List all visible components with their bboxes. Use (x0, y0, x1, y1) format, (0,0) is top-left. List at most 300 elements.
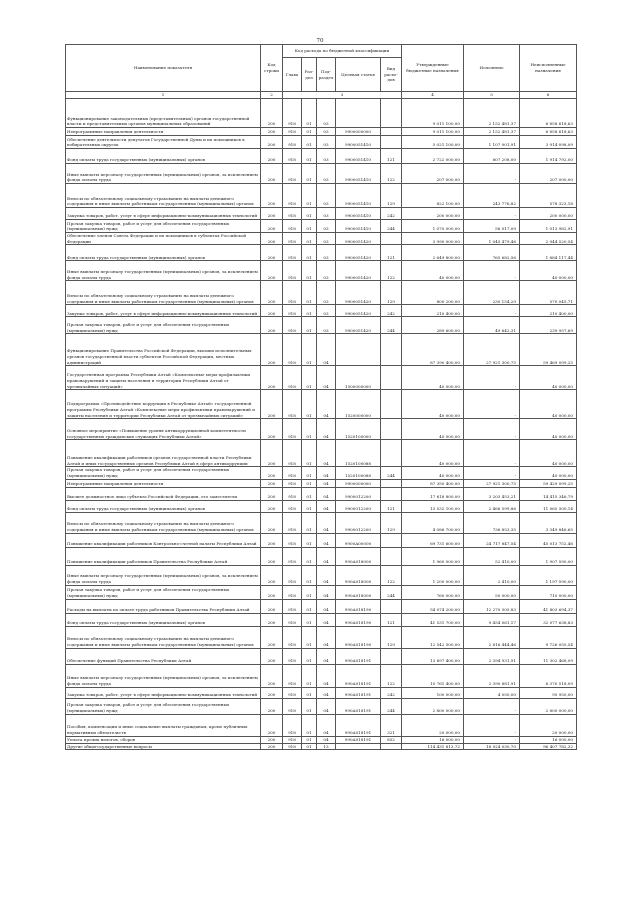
row-executed: 2 394 931,91 (464, 648, 520, 664)
row-code: 200 (261, 99, 283, 128)
row-code: 200 (261, 512, 283, 533)
row-executed: - (464, 305, 520, 317)
header-glava: Глава (283, 58, 302, 92)
row-podrazdel: 03 (317, 233, 336, 245)
row-statya: 990A018191 (336, 736, 381, 743)
row-name: Непрограммные направления деятельности (66, 128, 261, 136)
row-name: Закупка товаров, работ, услуг в сфере информационно-коммуникационных технологий (66, 208, 261, 220)
row-code: 200 (261, 440, 283, 467)
row-glava: 918 (283, 366, 302, 390)
row-vid (381, 128, 402, 136)
row-name: Прочая закупка товаров, работ и услуг для обеспечения государственных (муниципальных) нужд (66, 698, 261, 714)
row-remaining: 9 726 055,54 (520, 626, 577, 648)
row-code: 200 (261, 533, 283, 547)
row-glava: 918 (283, 487, 302, 500)
row-code: 200 (261, 664, 283, 687)
row-statya: 990A018190 (336, 599, 381, 613)
column-number: 6 (520, 92, 577, 99)
row-remaining: 59 429 099,25 (520, 479, 577, 487)
row-podrazdel: 03 (317, 184, 336, 208)
row-name: Фонд оплаты труда государственных (муниципальных) органов (66, 245, 261, 261)
row-executed: - (464, 164, 520, 184)
header-name: Наименование показателя (66, 45, 261, 92)
row-razdel: 01 (302, 585, 317, 599)
row-glava: 918 (283, 467, 302, 479)
header-statya: Целевая статья (336, 58, 381, 92)
row-approved: 12 542 500,00 (402, 626, 464, 648)
row-podrazdel: 03 (317, 305, 336, 317)
column-number: 5 (464, 92, 520, 99)
row-statya: 9900051420 (336, 305, 381, 317)
row-approved: 10 761 400,00 (402, 664, 464, 687)
row-statya: 990A018191 (336, 698, 381, 714)
table-row (66, 698, 577, 714)
row-vid (381, 334, 402, 366)
row-glava: 918 (283, 281, 302, 305)
row-vid: 121 (381, 149, 402, 164)
row-podrazdel: 04 (317, 440, 336, 467)
row-vid: 122 (381, 664, 402, 687)
row-glava: 918 (283, 512, 302, 533)
row-podrazdel: 04 (317, 512, 336, 533)
row-remaining: 59 469 099,25 (520, 334, 577, 366)
row-podrazdel: 03 (317, 128, 336, 136)
row-code: 200 (261, 698, 283, 714)
row-podrazdel: 03 (317, 149, 336, 164)
row-statya: 9900000000 (336, 128, 381, 136)
row-approved: 40 000,00 (402, 440, 464, 467)
row-statya: 9900051410 (336, 136, 381, 149)
row-glava: 918 (283, 533, 302, 547)
row-executed: 4 050,00 (464, 687, 520, 698)
row-vid: 129 (381, 512, 402, 533)
row-name: Фонд оплаты труда государственных (муниципальных) органов (66, 613, 261, 626)
row-name: Закупка товаров, работ, услуг в сфере информационно-коммуникационных технологий (66, 305, 261, 317)
row-podrazdel: 04 (317, 698, 336, 714)
row-code: 200 (261, 500, 283, 512)
row-remaining: 40 000,00 (520, 261, 577, 281)
row-razdel: 01 (302, 305, 317, 317)
row-statya: 990A018000 (336, 585, 381, 599)
table-row (66, 547, 577, 565)
table-row (66, 664, 577, 687)
row-razdel: 01 (302, 547, 317, 565)
row-vid: 121 (381, 613, 402, 626)
row-podrazdel: 04 (317, 599, 336, 613)
row-razdel: 01 (302, 533, 317, 547)
row-razdel: 01 (302, 599, 317, 613)
row-remaining: 8 370 518,09 (520, 664, 577, 687)
row-glava: 918 (283, 613, 302, 626)
table-row (66, 419, 577, 440)
row-podrazdel: 04 (317, 714, 336, 736)
row-razdel: 01 (302, 487, 317, 500)
row-executed: 27 921 300,75 (464, 334, 520, 366)
table-row (66, 648, 577, 664)
table-row (66, 366, 577, 390)
row-podrazdel: 04 (317, 366, 336, 390)
row-vid: 242 (381, 687, 402, 698)
row-razdel: 01 (302, 208, 317, 220)
row-remaining: 210 400,00 (520, 305, 577, 317)
row-executed: 2 152 481,37 (464, 99, 520, 128)
row-razdel: 01 (302, 128, 317, 136)
row-code: 200 (261, 419, 283, 440)
row-executed: 18 024 030,70 (464, 743, 520, 750)
row-remaining: 1 884 117,44 (520, 245, 577, 261)
row-approved: 210 400,00 (402, 305, 464, 317)
row-executed: 9 454 061,17 (464, 613, 520, 626)
row-glava: 918 (283, 149, 302, 164)
row-remaining: 710 000,00 (520, 585, 577, 599)
row-glava: 918 (283, 736, 302, 743)
row-name: Иные выплаты персоналу государственных (муниципальных) органов, за исключением фонда оплаты труда (66, 664, 261, 687)
row-executed: 49 642,31 (464, 317, 520, 334)
row-vid (381, 487, 402, 500)
row-razdel: 01 (302, 743, 317, 750)
row-razdel: 01 (302, 317, 317, 334)
column-number: 1 (66, 92, 261, 99)
row-approved: 41 531 700,00 (402, 613, 464, 626)
row-vid (381, 743, 402, 750)
row-statya: 9900051420 (336, 233, 381, 245)
row-vid (381, 547, 402, 565)
row-name: Расходы на выплаты по оплате труда работников Правительства Республики Алтай (66, 599, 261, 613)
row-podrazdel: 04 (317, 419, 336, 440)
row-razdel: 01 (302, 687, 317, 698)
row-remaining: 2 800 000,00 (520, 698, 577, 714)
row-name: Закупка товаров, работ, услуг в сфере информационно-коммуникационных технологий (66, 687, 261, 698)
row-remaining: 95 950,00 (520, 687, 577, 698)
row-approved: 40 000,00 (402, 467, 464, 479)
row-approved: 114 431 813,72 (402, 743, 464, 750)
row-remaining: 40 000,00 (520, 419, 577, 440)
row-razdel: 01 (302, 512, 317, 533)
table-body (66, 99, 577, 750)
row-code: 200 (261, 626, 283, 648)
row-remaining: 11 302 468,09 (520, 648, 577, 664)
row-name: Иные выплаты персоналу государственных (муниципальных) органов, за исключением фонда оплаты труда (66, 565, 261, 585)
header-podrazdel: Под-раздел (317, 58, 336, 92)
row-remaining: 40 000,00 (520, 390, 577, 419)
row-vid (381, 419, 402, 440)
row-approved: 13 697 400,00 (402, 648, 464, 664)
table-row (66, 261, 577, 281)
row-podrazdel: 03 (317, 208, 336, 220)
row-vid: 852 (381, 736, 402, 743)
row-name: Обеспечение членов Совета Федерации и их помощников в субъектах Российской Федерации (66, 233, 261, 245)
row-glava: 918 (283, 714, 302, 736)
row-statya: 9900051410 (336, 184, 381, 208)
row-name: Функционирование законодательных (представительных) органов государственной власти и представительных органов муниципальных образований (66, 99, 261, 128)
row-vid: 244 (381, 317, 402, 334)
row-vid: 129 (381, 184, 402, 208)
column-number: 4 (402, 92, 464, 99)
header-razdel: Раз-дел (302, 58, 317, 92)
row-glava: 918 (283, 419, 302, 440)
row-glava: 918 (283, 626, 302, 648)
row-approved: 87 350 400,00 (402, 479, 464, 487)
row-glava: 918 (283, 164, 302, 184)
row-podrazdel: 04 (317, 467, 336, 479)
row-approved: 5 021 100,00 (402, 136, 464, 149)
row-glava: 918 (283, 136, 302, 149)
row-name: Фонд оплаты труда государственных (муниципальных) органов (66, 149, 261, 164)
row-glava: 918 (283, 500, 302, 512)
row-remaining: 20 000,00 (520, 714, 577, 736)
row-podrazdel: 04 (317, 687, 336, 698)
row-statya: 9900012200 (336, 512, 381, 533)
row-name: Непрограммные направления деятельности (66, 479, 261, 487)
row-approved: 40 000,00 (402, 261, 464, 281)
row-glava: 918 (283, 305, 302, 317)
row-podrazdel: 03 (317, 220, 336, 233)
row-remaining: 40 000,00 (520, 440, 577, 467)
row-executed: - (464, 208, 520, 220)
row-statya (336, 334, 381, 366)
row-glava: 918 (283, 390, 302, 419)
row-executed: 56 017,09 (464, 220, 520, 233)
row-podrazdel: 04 (317, 664, 336, 687)
row-glava: 918 (283, 565, 302, 585)
row-remaining: 1 914 792,00 (520, 149, 577, 164)
row-remaining: 14 415 346,79 (520, 487, 577, 500)
row-executed: 2 466 599,86 (464, 500, 520, 512)
row-remaining: 45 013 752,46 (520, 533, 577, 547)
row-podrazdel: 04 (317, 500, 336, 512)
header-vid: Вид расхо-дов (381, 58, 402, 92)
row-glava: 918 (283, 585, 302, 599)
header-budget-group: Код расхода по бюджетной классификации (283, 45, 402, 58)
row-statya: 990A018191 (336, 714, 381, 736)
table-row (66, 736, 577, 743)
row-approved: 69 731 600,00 (402, 533, 464, 547)
header-remaining: Неисполненные назначения (520, 45, 577, 92)
row-approved: 9 011 100,00 (402, 128, 464, 136)
row-vid: 121 (381, 245, 402, 261)
row-podrazdel: 03 (317, 164, 336, 184)
row-razdel: 01 (302, 366, 317, 390)
row-razdel: 01 (302, 261, 317, 281)
row-name: Иные выплаты персоналу государственных (муниципальных) органов, за исключением фонда оплаты труда (66, 164, 261, 184)
row-statya: 9900051420 (336, 281, 381, 305)
row-approved: 16 000,00 (402, 736, 464, 743)
header-code: Код строки (261, 45, 283, 92)
row-podrazdel: 04 (317, 626, 336, 648)
table-row (66, 440, 577, 467)
row-podrazdel: 03 (317, 245, 336, 261)
row-razdel: 01 (302, 714, 317, 736)
row-vid: 242 (381, 208, 402, 220)
row-remaining: 3 349 846,65 (520, 512, 577, 533)
row-vid: 244 (381, 467, 402, 479)
table-row (66, 599, 577, 613)
row-statya: 990A018191 (336, 687, 381, 698)
row-vid: 122 (381, 565, 402, 585)
row-approved: 760 000,00 (402, 585, 464, 599)
budget-execution-table (65, 44, 577, 750)
row-podrazdel: 03 (317, 136, 336, 149)
row-razdel: 01 (302, 565, 317, 585)
table-row (66, 585, 577, 599)
row-approved: 40 000,00 (402, 366, 464, 390)
row-statya: 9900051420 (336, 261, 381, 281)
row-glava: 918 (283, 245, 302, 261)
row-executed: 2 410,00 (464, 565, 520, 585)
row-name: Прочая закупка товаров, работ и услуг для обеспечения государственных (муниципальных) нужд (66, 585, 261, 599)
row-statya: 9900051410 (336, 149, 381, 164)
row-remaining: 2 944 520,54 (520, 233, 577, 245)
row-statya: 9900012200 (336, 487, 381, 500)
row-remaining: 96 407 782,32 (520, 743, 577, 750)
row-approved: 1 070 000,00 (402, 220, 464, 233)
row-code: 200 (261, 184, 283, 208)
row-podrazdel: 04 (317, 334, 336, 366)
row-executed: - (464, 419, 520, 440)
row-executed: 2 152 481,37 (464, 128, 520, 136)
row-remaining: 200 000,00 (520, 208, 577, 220)
row-executed: 736 853,35 (464, 512, 520, 533)
row-executed: 765 682,56 (464, 245, 520, 261)
row-executed: - (464, 261, 520, 281)
row-razdel: 01 (302, 736, 317, 743)
row-glava: 918 (283, 648, 302, 664)
row-code: 200 (261, 317, 283, 334)
row-podrazdel: 04 (317, 648, 336, 664)
row-name: Высшее должностное лицо субъекта Российской Федерации, его заместители (66, 487, 261, 500)
row-razdel: 01 (302, 698, 317, 714)
table-row (66, 317, 577, 334)
row-statya: 9900051420 (336, 245, 381, 261)
column-number: 2 (261, 92, 283, 99)
row-razdel: 01 (302, 664, 317, 687)
row-executed: 24 717 847,54 (464, 533, 520, 547)
row-remaining: 570 045,71 (520, 281, 577, 305)
row-razdel: 01 (302, 500, 317, 512)
table-row (66, 233, 577, 245)
row-podrazdel: 04 (317, 565, 336, 585)
row-code: 200 (261, 599, 283, 613)
row-executed: - (464, 390, 520, 419)
row-razdel: 01 (302, 233, 317, 245)
table-row (66, 128, 577, 136)
table-row (66, 487, 577, 500)
row-razdel: 01 (302, 220, 317, 233)
row-razdel: 01 (302, 99, 317, 128)
row-approved: 87 390 400,00 (402, 334, 464, 366)
row-remaining: 3 914 098,09 (520, 136, 577, 149)
row-code: 200 (261, 743, 283, 750)
row-approved: 17 618 800,00 (402, 487, 464, 500)
row-executed: - (464, 698, 520, 714)
row-razdel: 01 (302, 281, 317, 305)
row-name: Обеспечение деятельности депутатов Государственной Думы и их помощников в избирательных округах (66, 136, 261, 149)
row-code: 200 (261, 281, 283, 305)
row-vid: 242 (381, 305, 402, 317)
table-row (66, 687, 577, 698)
row-name: Функционирование Правительства Российской Федерации, высших исполнительных органов государственной власти субъектов Российской Федерации, местных администраций (66, 334, 261, 366)
row-remaining: 41 803 694,37 (520, 599, 577, 613)
row-remaining: 16 000,00 (520, 736, 577, 743)
row-remaining: 32 077 638,83 (520, 613, 577, 626)
row-vid: 122 (381, 261, 402, 281)
row-remaining: 6 858 618,63 (520, 128, 577, 136)
row-vid: 129 (381, 281, 402, 305)
row-code: 200 (261, 136, 283, 149)
row-glava: 918 (283, 233, 302, 245)
row-approved: 3 990 000,00 (402, 233, 464, 245)
row-podrazdel: 03 (317, 317, 336, 334)
row-statya (336, 99, 381, 128)
row-glava: 918 (283, 99, 302, 128)
row-remaining: 1 907 590,00 (520, 547, 577, 565)
table-header (66, 45, 577, 99)
row-statya: 1520100000 (336, 419, 381, 440)
table-row (66, 743, 577, 750)
row-glava: 918 (283, 440, 302, 467)
row-code: 200 (261, 585, 283, 599)
table-row (66, 479, 577, 487)
row-remaining: 207 000,00 (520, 164, 577, 184)
row-razdel: 01 (302, 184, 317, 208)
row-approved: 100 000,00 (402, 687, 464, 698)
row-name: Государственная программа Республики Алтай «Комплексные меры профилактики правонарушений и защиты населения и территории Республики Алтай от чрезвычайных ситуаций» (66, 366, 261, 390)
row-remaining: 40 000,00 (520, 467, 577, 479)
row-vid: 121 (381, 500, 402, 512)
row-vid (381, 533, 402, 547)
table-row (66, 533, 577, 547)
row-glava: 918 (283, 208, 302, 220)
row-name: Другие общегосударственные вопросы (66, 743, 261, 750)
row-statya: 1500000000 (336, 366, 381, 390)
row-code: 200 (261, 305, 283, 317)
row-code: 200 (261, 334, 283, 366)
table-row (66, 99, 577, 128)
column-number: 3 (283, 92, 402, 99)
row-code: 200 (261, 390, 283, 419)
row-razdel: 01 (302, 136, 317, 149)
row-glava: 918 (283, 698, 302, 714)
row-podrazdel: 13 (317, 743, 336, 750)
row-approved: 207 000,00 (402, 164, 464, 184)
row-executed: 3 203 453,21 (464, 487, 520, 500)
row-remaining: 6 858 618,63 (520, 99, 577, 128)
row-code: 200 (261, 565, 283, 585)
row-approved: 4 086 700,00 (402, 512, 464, 533)
row-glava: 918 (283, 261, 302, 281)
table-row (66, 512, 577, 533)
row-approved: 822 100,00 (402, 184, 464, 208)
row-name: Прочая закупка товаров, работ и услуг для обеспечения государственных (муниципальных) нужд (66, 317, 261, 334)
row-approved: 800 200,00 (402, 281, 464, 305)
row-razdel: 01 (302, 245, 317, 261)
row-code: 200 (261, 164, 283, 184)
row-razdel: 01 (302, 164, 317, 184)
row-podrazdel: 04 (317, 533, 336, 547)
row-name: Обеспечение функций Правительства Республики Алтай (66, 648, 261, 664)
row-code: 200 (261, 613, 283, 626)
row-executed: 807 208,00 (464, 149, 520, 164)
row-executed: - (464, 714, 520, 736)
row-statya: 1520000000 (336, 390, 381, 419)
row-statya: 990A018191 (336, 664, 381, 687)
row-razdel: 01 (302, 440, 317, 467)
row-executed: 12 270 505,83 (464, 599, 520, 613)
row-name: Основное мероприятие «Повышение уровня антикоррупционной компетентности государственных гражданских служащих Республики Алтай» (66, 419, 261, 440)
row-code: 200 (261, 366, 283, 390)
table-row (66, 208, 577, 220)
row-vid: 129 (381, 626, 402, 648)
